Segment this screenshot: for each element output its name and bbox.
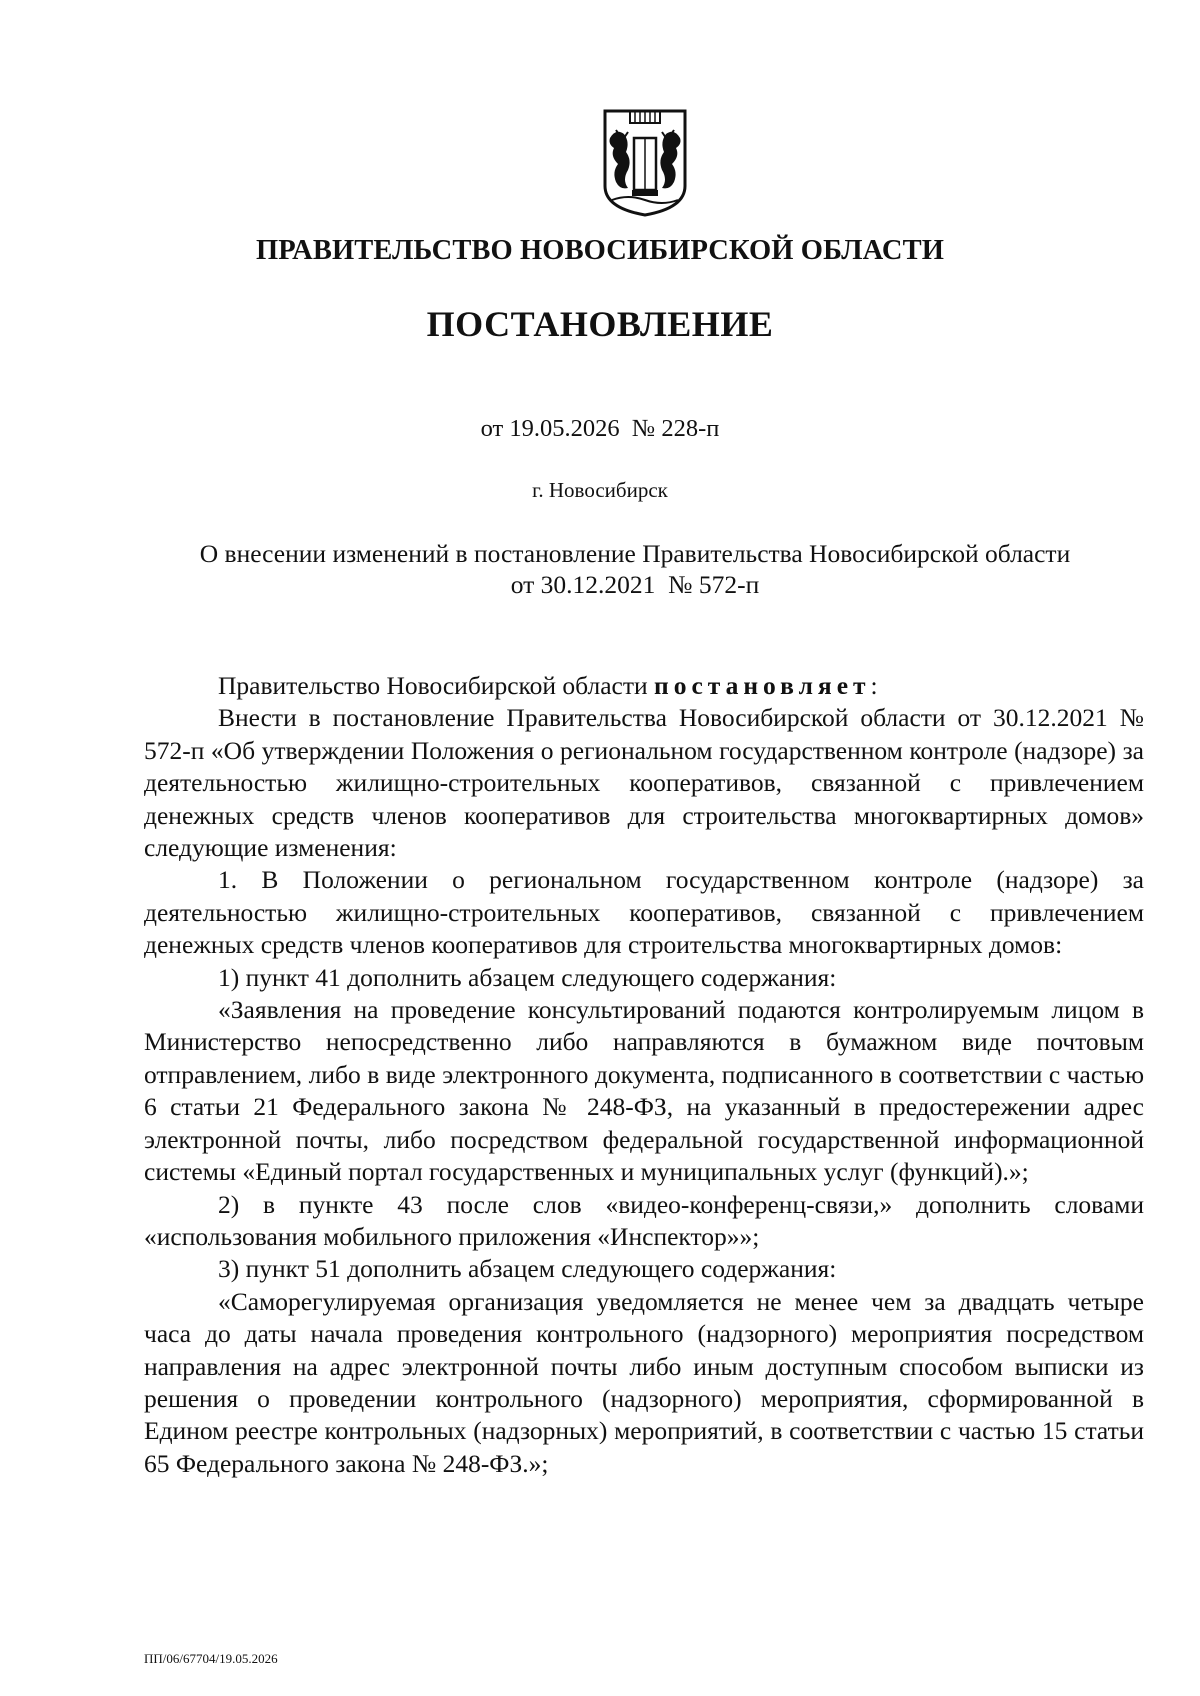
- body-paragraph: 3) пункт 51 дополнить абзацем следующего содержания:: [218, 1254, 837, 1284]
- coat-of-arms-icon: [602, 108, 688, 218]
- footer-document-code: ПП/06/67704/19.05.2026: [144, 1651, 278, 1666]
- body-paragraph: 1. В Положении о региональном государственном контроле (надзоре) за деятельностью жилищно-строительных кооперативов, связанной с привлечением денежных средств членов кооперативов для строительства многоквартирных домов:: [144, 865, 1144, 960]
- subject-line-1: О внесении изменений в постановление Правительства Новосибирской области: [199, 539, 1071, 568]
- document-date-number: от 19.05.2026 № 228-п: [480, 415, 720, 442]
- body-paragraph: 1) пункт 41 дополнить абзацем следующего содержания:: [218, 962, 837, 992]
- document-city: г. Новосибирск: [532, 478, 668, 502]
- decree-suffix: :: [870, 671, 878, 700]
- decree-verb: постановляет: [654, 671, 871, 700]
- document-type-heading: ПОСТАНОВЛЕНИЕ: [426, 304, 774, 344]
- decree-prefix: Правительство Новосибирской области: [218, 671, 654, 700]
- body-paragraph: «Саморегулируемая организация уведомляется не менее чем за двадцать четыре часа до даты начала проведения контрольного (надзорного) мероприятия посредством направления на адрес электронной почты либо иным доступным способом выписки из решения о проведении контрольного (надзорного) мероприятия, сформированной в Едином реестре контрольных (надзорных) мероприятий, в соответствии с частью 15 статьи 65 Федерального закона № 248-ФЗ.»;: [144, 1286, 1144, 1478]
- document-subject: [140, 538, 1130, 600]
- organization-title: ПРАВИТЕЛЬСТВО НОВОСИБИРСКОЙ ОБЛАСТИ: [256, 235, 944, 266]
- body-paragraph: 2) в пункте 43 после слов «видео-конференц-связи,» дополнить словами «использования мобильного приложения «Инспектор»»;: [144, 1189, 1144, 1251]
- body-paragraph: Внести в постановление Правительства Новосибирской области от 30.12.2021 № 572-п «Об утверждении Положения о региональном государственном контроле (надзоре) за деятельностью жилищно-строительных кооперативов, связанной с привлечением денежных средств членов кооперативов для строительства многоквартирных домов» следующие изменения:: [144, 703, 1144, 863]
- decree-paragraph: [144, 670, 1144, 702]
- document-body: [144, 670, 1144, 1480]
- subject-line-2: от 30.12.2021 № 572-п: [510, 570, 760, 599]
- body-paragraph: «Заявления на проведение консультирований подаются контролируемым лицом в Министерство непосредственно либо направляются в бумажном виде почтовым отправлением, либо в виде электронного документа, подписанного в соответствии с частью 6 статьи 21 Федерального закона № 248-ФЗ, на указанный в предостережении адрес электронной почты, либо посредством федеральной государственной информационной системы «Единый портал государственных и муниципальных услуг (функций).»;: [144, 995, 1144, 1187]
